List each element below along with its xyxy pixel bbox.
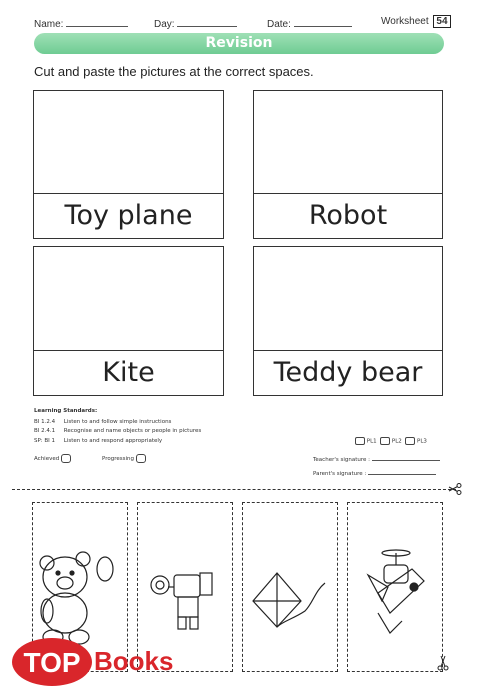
standard-text: Listen to and follow simple instructions bbox=[63, 419, 172, 425]
standard-row bbox=[34, 428, 201, 434]
day-line[interactable] bbox=[177, 16, 237, 27]
logo-top-text: TOP bbox=[23, 647, 81, 678]
pl1-checkbox[interactable] bbox=[355, 437, 365, 445]
achieved-field bbox=[34, 454, 71, 463]
cutout-card-kite[interactable] bbox=[242, 502, 338, 672]
box-label-2: Robot bbox=[253, 193, 443, 239]
learning-standards-heading: Learning Standards: bbox=[34, 408, 98, 414]
parent-signature-line[interactable] bbox=[368, 468, 436, 475]
scissors-icon-bottom bbox=[437, 655, 449, 671]
kite-icon bbox=[243, 503, 337, 671]
progressing-label: Progressing bbox=[102, 456, 134, 462]
date-line[interactable] bbox=[294, 16, 352, 27]
revision-banner: Revision bbox=[34, 33, 444, 54]
scissors-icon bbox=[448, 482, 462, 496]
standard-row bbox=[34, 419, 171, 425]
parent-signature-field bbox=[313, 468, 436, 477]
pl2-checkbox[interactable] bbox=[380, 437, 390, 445]
teacher-signature-field bbox=[313, 454, 440, 463]
topbooks-logo-graphic bbox=[8, 630, 198, 694]
name-field bbox=[34, 16, 128, 30]
worksheet-number-badge: 54 bbox=[433, 15, 450, 28]
pl2-label: PL2 bbox=[391, 438, 402, 445]
day-field bbox=[154, 16, 237, 30]
date-field bbox=[267, 16, 352, 30]
worksheet-number bbox=[381, 16, 451, 27]
name-line[interactable] bbox=[66, 16, 128, 27]
toy-plane-icon bbox=[348, 503, 442, 671]
parent-signature-label: Parent's signature : bbox=[313, 471, 367, 477]
cut-line bbox=[12, 489, 456, 490]
cutout-card-plane[interactable] bbox=[347, 502, 443, 672]
progressing-checkbox[interactable] bbox=[136, 454, 146, 463]
box-label-3: Kite bbox=[33, 350, 224, 396]
pl3-label: PL3 bbox=[417, 438, 427, 445]
standard-code: BI 2.4.1 bbox=[34, 428, 56, 434]
box-label-1: Toy plane bbox=[33, 193, 224, 239]
standard-code: BI 1.2.4 bbox=[34, 419, 56, 425]
progressing-field bbox=[102, 454, 146, 463]
performance-levels bbox=[355, 437, 427, 445]
topbooks-logo bbox=[8, 630, 198, 698]
achieved-label: Achieved bbox=[34, 456, 60, 462]
date-label: Date: bbox=[267, 19, 291, 30]
day-label: Day: bbox=[154, 19, 175, 30]
standard-text: Listen to and respond appropriately bbox=[63, 438, 163, 444]
achieved-checkbox[interactable] bbox=[61, 454, 71, 463]
standard-text: Recognise and name objects or people in pictures bbox=[63, 428, 202, 434]
name-label: Name: bbox=[34, 19, 64, 30]
worksheet-label: Worksheet bbox=[381, 16, 429, 27]
picture-space-2[interactable] bbox=[253, 90, 443, 194]
pl3-checkbox[interactable] bbox=[405, 437, 415, 445]
standard-row bbox=[34, 438, 162, 444]
instruction-text: Cut and paste the pictures at the correct spaces. bbox=[34, 64, 314, 79]
logo-books-text: Books bbox=[94, 646, 174, 676]
picture-space-3[interactable] bbox=[33, 246, 224, 351]
pl1-label: PL1 bbox=[366, 438, 377, 445]
standard-code: SP: BI 1 bbox=[34, 438, 56, 444]
teacher-signature-line[interactable] bbox=[372, 454, 440, 461]
teacher-signature-label: Teacher's signature : bbox=[313, 457, 370, 463]
picture-space-4[interactable] bbox=[253, 246, 443, 351]
picture-space-1[interactable] bbox=[33, 90, 224, 194]
box-label-4: Teddy bear bbox=[253, 350, 443, 396]
